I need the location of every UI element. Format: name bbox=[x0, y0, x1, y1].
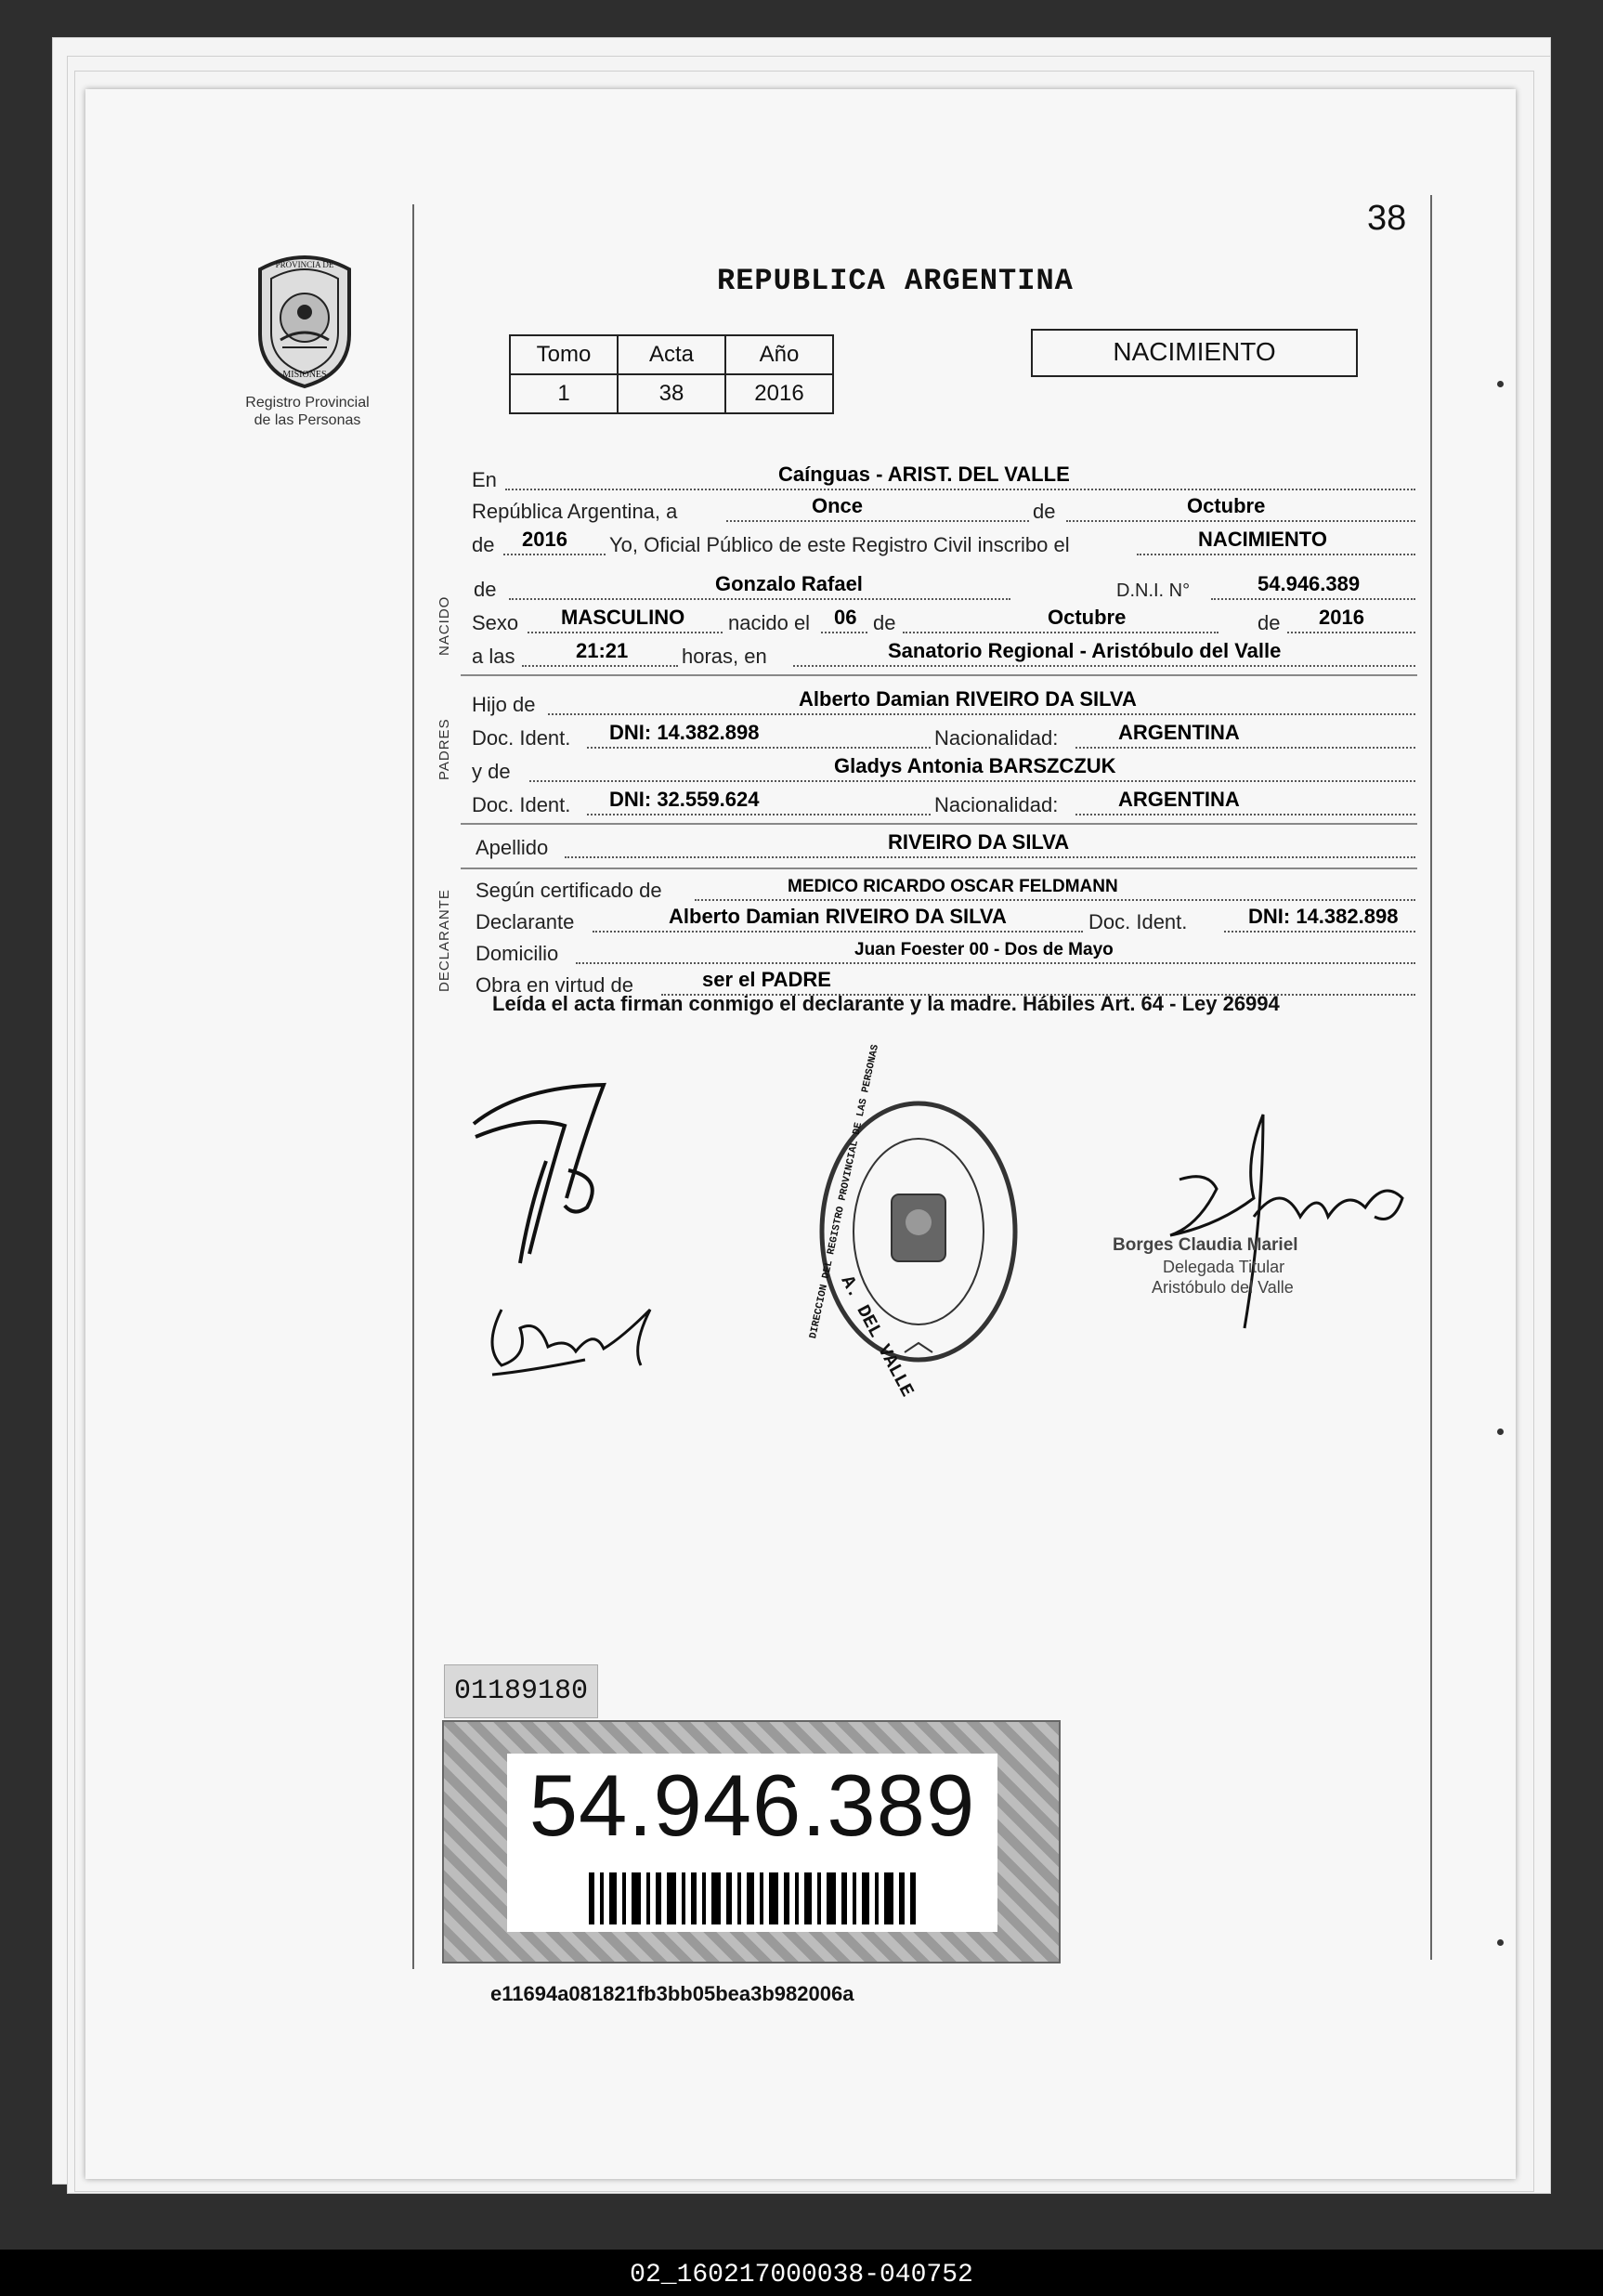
seal-ring-text: DIRECCION DEL REGISTRO PROVINCIAL DE LAS PERSONAS bbox=[808, 1043, 881, 1340]
declarant-doc-value: DNI: 14.382.898 bbox=[1248, 905, 1399, 928]
label-year-de: de bbox=[472, 533, 495, 556]
form-row-y-de bbox=[472, 752, 1415, 786]
label-dni: D.N.I. N° bbox=[1116, 581, 1191, 601]
dotted-line bbox=[726, 520, 1029, 522]
form-row-name bbox=[472, 570, 1415, 604]
certificate-value: MEDICO RICARDO OSCAR FELDMANN bbox=[788, 877, 1118, 896]
dotted-line bbox=[1075, 747, 1415, 749]
dotted-line bbox=[587, 814, 931, 815]
dotted-line bbox=[821, 632, 867, 633]
form-row-mother-doc bbox=[472, 786, 1415, 819]
child-dni-value: 54.946.389 bbox=[1258, 572, 1361, 595]
dotted-line bbox=[1287, 632, 1415, 633]
right-margin-rule bbox=[1430, 195, 1432, 1960]
form-row-father-doc bbox=[472, 719, 1415, 752]
label-a-las: a las bbox=[472, 645, 515, 668]
label-nacido-el: nacido el bbox=[728, 611, 811, 634]
dotted-line bbox=[522, 665, 678, 667]
day-value: Once bbox=[812, 494, 864, 517]
label-father-nationality: Nacionalidad: bbox=[934, 726, 1059, 750]
label-mother-doc: Doc. Ident. bbox=[472, 793, 571, 816]
dotted-line bbox=[1137, 554, 1415, 555]
inscription-type-value: NACIMIENTO bbox=[1198, 528, 1327, 551]
father-name-value: Alberto Damian RIVEIRO DA SILVA bbox=[799, 687, 1137, 711]
label-republica: República Argentina, a bbox=[472, 500, 678, 523]
birth-month-value: Octubre bbox=[1048, 606, 1127, 629]
dotted-line bbox=[587, 747, 931, 749]
official-office: Aristóbulo del Valle bbox=[1152, 1278, 1294, 1297]
section-padres: PADRES bbox=[437, 718, 452, 780]
surname-value: RIVEIRO DA SILVA bbox=[888, 830, 1070, 854]
label-father-doc: Doc. Ident. bbox=[472, 726, 571, 750]
dotted-line bbox=[576, 962, 1415, 964]
dotted-line bbox=[505, 489, 1415, 490]
form-row-year bbox=[472, 526, 1415, 559]
left-margin-rule bbox=[412, 204, 414, 1969]
logo-caption-line1: Registro Provincial bbox=[245, 395, 370, 411]
punch-hole bbox=[1497, 1939, 1504, 1946]
dotted-line bbox=[503, 554, 606, 555]
registry-value-acta: 38 bbox=[618, 374, 725, 413]
label-y-de: y de bbox=[472, 760, 511, 783]
label-certificado: Según certificado de bbox=[476, 879, 662, 902]
birth-place-value: Sanatorio Regional - Aristóbulo del Valle bbox=[888, 639, 1282, 662]
document-heading: REPUBLICA ARGENTINA bbox=[717, 264, 1074, 298]
official-title: Delegada Titular bbox=[1163, 1258, 1285, 1276]
dotted-line bbox=[903, 632, 1219, 633]
place-value: Caínguas - ARIST. DEL VALLE bbox=[778, 463, 1070, 486]
seal-center-text: A. DEL VALLE bbox=[835, 1272, 918, 1401]
dotted-line bbox=[593, 931, 1083, 933]
dotted-line bbox=[793, 665, 1415, 667]
label-domicilio: Domicilio bbox=[476, 942, 559, 965]
mother-doc-value: DNI: 32.559.624 bbox=[609, 788, 760, 811]
dotted-line bbox=[529, 780, 1415, 782]
serial-number-label: 01189180 bbox=[444, 1664, 598, 1718]
label-hijo-de: Hijo de bbox=[472, 693, 536, 716]
address-value: Juan Foester 00 - Dos de Mayo bbox=[854, 940, 1114, 959]
dni-sticker-panel bbox=[507, 1754, 997, 1932]
record-type-box: NACIMIENTO bbox=[1031, 329, 1358, 377]
official-name: Borges Claudia Mariel bbox=[1113, 1235, 1298, 1255]
form-row-en bbox=[472, 461, 1415, 494]
label-apellido: Apellido bbox=[476, 836, 549, 859]
form-row-sexo bbox=[472, 604, 1415, 637]
logo-text-bottom: MISIONES bbox=[282, 370, 327, 380]
dotted-line bbox=[565, 856, 1415, 858]
in-virtue-value: ser el PADRE bbox=[702, 968, 831, 991]
logo-caption bbox=[219, 394, 396, 429]
province-logo bbox=[249, 251, 360, 390]
file-name-label: 02_160217000038-040752 bbox=[630, 2261, 973, 2289]
dotted-line bbox=[509, 598, 1010, 600]
punch-hole bbox=[1497, 1428, 1504, 1435]
form-row-a-las bbox=[472, 637, 1415, 671]
section-separator bbox=[461, 674, 1417, 676]
dotted-line bbox=[1224, 931, 1415, 933]
father-nationality-value: ARGENTINA bbox=[1118, 721, 1240, 744]
label-declarant-doc: Doc. Ident. bbox=[1088, 910, 1188, 933]
official-signature bbox=[1142, 1105, 1421, 1337]
punch-hole bbox=[1497, 381, 1504, 387]
registry-value-ano: 2016 bbox=[725, 374, 833, 413]
father-doc-value: DNI: 14.382.898 bbox=[609, 721, 760, 744]
birth-time-value: 21:21 bbox=[576, 639, 629, 662]
label-horas: horas, en bbox=[682, 645, 767, 668]
registry-value-tomo: 1 bbox=[510, 374, 618, 413]
label-de: de bbox=[1033, 500, 1056, 523]
section-separator bbox=[461, 823, 1417, 825]
mother-name-value: Gladys Antonia BARSZCZUK bbox=[834, 754, 1116, 777]
child-name-value: Gonzalo Rafael bbox=[715, 572, 863, 595]
closing-statement: Leída el acta firman conmigo el declarante y la madre. Hábiles Art. 64 - Ley 26994 bbox=[492, 992, 1280, 1015]
dotted-line bbox=[1075, 814, 1415, 815]
form-row-domicilio bbox=[472, 934, 1415, 968]
dotted-line bbox=[695, 899, 1415, 901]
label-obra: Obra en virtud de bbox=[476, 973, 633, 997]
logo-text-top: PROVINCIA DE bbox=[275, 260, 334, 269]
registry-header-tomo: Tomo bbox=[510, 335, 618, 374]
barcode bbox=[589, 1872, 916, 1924]
section-nacido: NACIDO bbox=[437, 595, 452, 656]
label-mother-nationality: Nacionalidad: bbox=[934, 793, 1059, 816]
dotted-line bbox=[1211, 598, 1415, 600]
form-row-declarante bbox=[472, 903, 1415, 936]
label-oficial: Yo, Oficial Público de este Registro Civil inscribo el bbox=[609, 533, 1070, 556]
registry-header-acta: Acta bbox=[618, 335, 725, 374]
dni-sticker bbox=[442, 1720, 1061, 1963]
label-declarante: Declarante bbox=[476, 910, 575, 933]
section-declarante: DECLARANTE bbox=[437, 889, 452, 992]
year-value: 2016 bbox=[522, 528, 567, 551]
dni-number: 54.946.389 bbox=[528, 1756, 976, 1854]
sex-value: MASCULINO bbox=[561, 606, 685, 629]
registry-table bbox=[509, 334, 834, 414]
label-name-de: de bbox=[474, 578, 497, 601]
birth-year-value: 2016 bbox=[1319, 606, 1364, 629]
dotted-line bbox=[528, 632, 723, 633]
declarant-name-value: Alberto Damian RIVEIRO DA SILVA bbox=[669, 905, 1007, 928]
registry-header-ano: Año bbox=[725, 335, 833, 374]
label-sexo: Sexo bbox=[472, 611, 519, 634]
label-birth-de2: de bbox=[1258, 611, 1281, 634]
form-row-hijo-de bbox=[472, 685, 1415, 719]
dotted-line bbox=[1066, 520, 1415, 522]
form-row-republica bbox=[472, 492, 1415, 526]
declarant-signature bbox=[464, 1068, 650, 1272]
official-seal bbox=[812, 1092, 1025, 1371]
form-row-apellido bbox=[472, 828, 1415, 862]
label-en: En bbox=[472, 468, 497, 491]
document-hash: e11694a081821fb3bb05bea3b982006a bbox=[490, 1982, 854, 2005]
form-row-certificado bbox=[472, 871, 1415, 905]
mother-signature bbox=[474, 1282, 659, 1412]
birth-day-value: 06 bbox=[834, 606, 857, 629]
section-separator bbox=[461, 868, 1417, 869]
month-value: Octubre bbox=[1187, 494, 1266, 517]
page-number: 38 bbox=[1367, 199, 1407, 238]
dotted-line bbox=[548, 713, 1415, 715]
label-birth-de1: de bbox=[873, 611, 896, 634]
logo-caption-line2: de las Personas bbox=[254, 412, 361, 428]
mother-nationality-value: ARGENTINA bbox=[1118, 788, 1240, 811]
